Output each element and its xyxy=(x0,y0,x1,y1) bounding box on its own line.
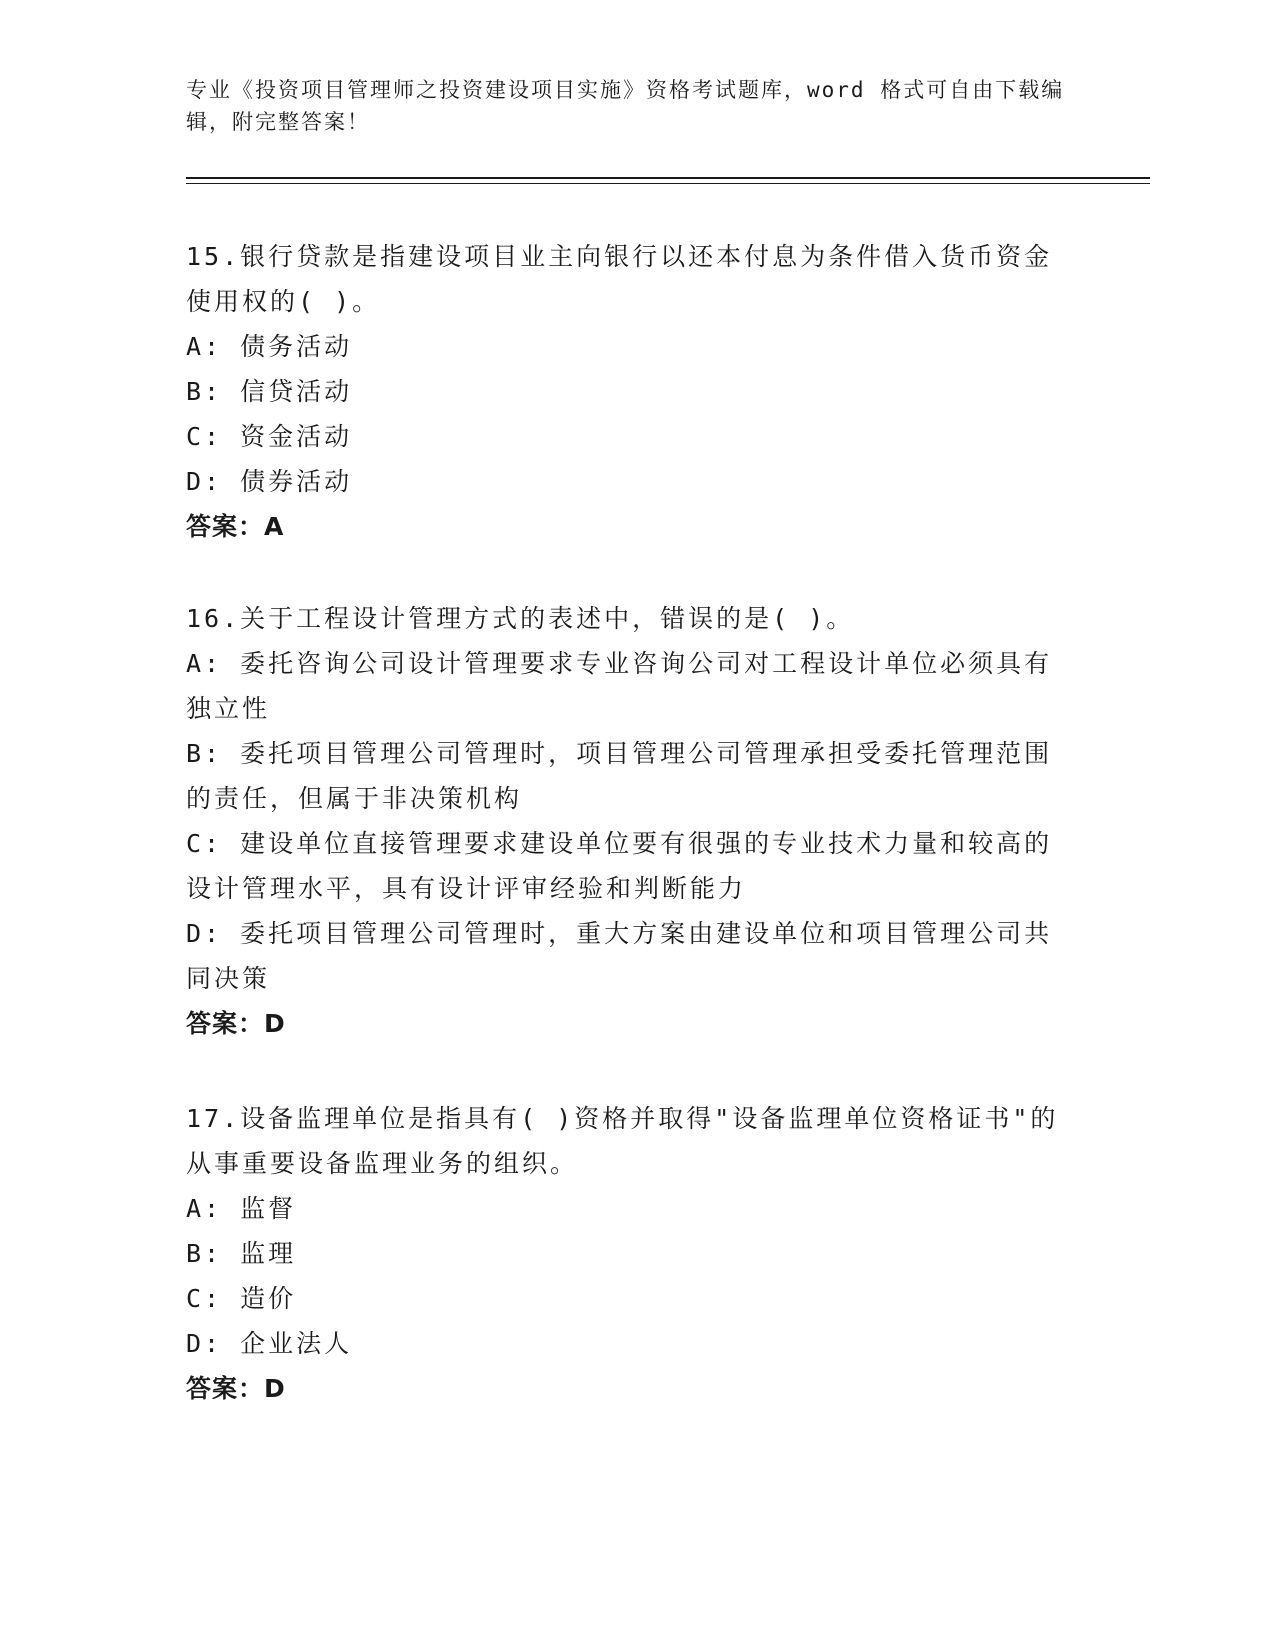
document-header: 专业《投资项目管理师之投资建设项目实施》资格考试题库，word 格式可自由下载编辑，附完整答案！ xyxy=(186,78,1065,134)
answer: 答案：A xyxy=(186,512,285,541)
header-divider-thin xyxy=(186,183,1150,184)
option-a: A: 债务活动 xyxy=(186,332,353,361)
option-a: A: 监督 xyxy=(186,1194,297,1223)
option-c: C: 建设单位直接管理要求建设单位要有很强的专业技术力量和较高的设计管理水平，具有设计评审经验和判断能力 xyxy=(186,829,1053,903)
option-c: C: 资金活动 xyxy=(186,422,353,451)
option-a: A: 委托咨询公司设计管理要求专业咨询公司对工程设计单位必须具有独立性 xyxy=(186,649,1053,723)
header-divider-thick xyxy=(186,177,1150,179)
question-17 xyxy=(186,1096,1076,1411)
option-d: D: 委托项目管理公司管理时，重大方案由建设单位和项目管理公司共同决策 xyxy=(186,919,1053,993)
option-b: B: 委托项目管理公司管理时，项目管理公司管理承担受委托管理范围的责任，但属于非决策机构 xyxy=(186,739,1053,813)
option-d: D: 企业法人 xyxy=(186,1329,353,1358)
question-stem: 16.关于工程设计管理方式的表述中，错误的是( )。 xyxy=(186,604,855,633)
question-15 xyxy=(186,234,1076,549)
option-d: D: 债券活动 xyxy=(186,467,353,496)
answer: 答案：D xyxy=(186,1009,286,1038)
answer: 答案：D xyxy=(186,1374,286,1403)
question-stem: 15.银行贷款是指建设项目业主向银行以还本付息为条件借入货币资金使用权的( )。 xyxy=(186,242,1053,316)
question-stem: 17.设备监理单位是指具有( )资格并取得"设备监理单位资格证书"的从事重要设备监理业务的组织。 xyxy=(186,1104,1059,1178)
question-16 xyxy=(186,596,1076,1046)
option-b: B: 信贷活动 xyxy=(186,377,353,406)
option-b: B: 监理 xyxy=(186,1239,297,1268)
option-c: C: 造价 xyxy=(186,1284,297,1313)
